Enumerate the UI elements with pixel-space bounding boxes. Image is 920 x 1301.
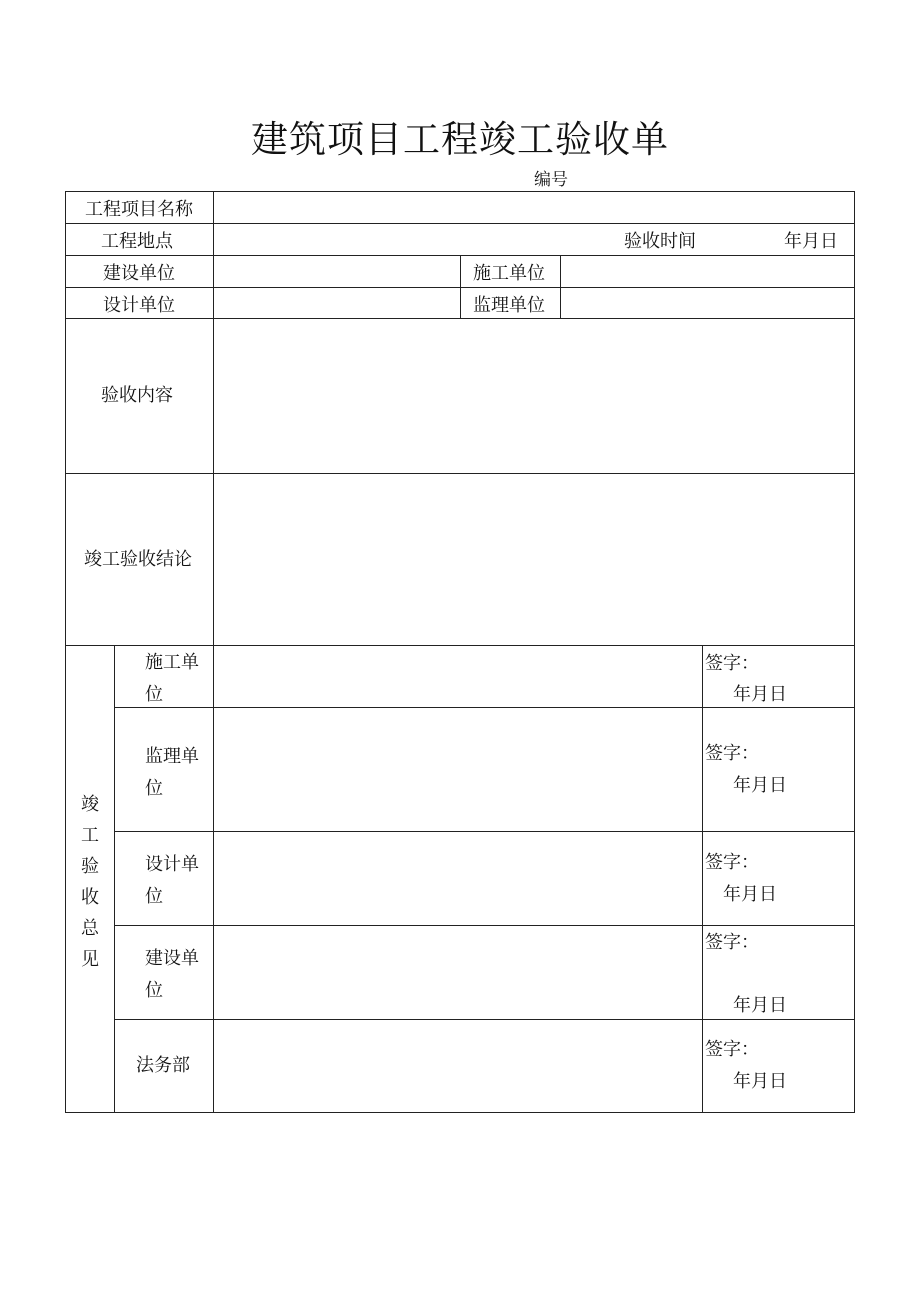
table-rule [65,191,66,1113]
opinion-unit-label: 监理单位 [145,746,199,799]
opinion-field[interactable] [215,927,701,1018]
signature-label[interactable]: 签字： [705,852,759,873]
acceptance-time-label: 验收时间 [624,231,696,252]
date-label[interactable]: 年月日 [733,995,787,1016]
signature-label[interactable]: 签字： [705,1039,759,1060]
construction-unit-label: 施工单位 [473,263,545,284]
acceptance-form-table [65,191,855,1113]
table-rule [702,645,703,1113]
opinion-unit-label: 设计单位 [145,854,199,907]
opinion-field[interactable] [215,709,701,830]
design-unit-field[interactable] [215,288,459,317]
project-location-field[interactable] [215,224,615,254]
table-rule [65,645,855,646]
owner-unit-field[interactable] [215,256,459,286]
date-label[interactable]: 年月日 [723,884,777,905]
table-rule [560,255,561,319]
opinion-field[interactable] [215,647,701,706]
opinion-field[interactable] [215,1021,701,1111]
supervision-unit-field[interactable] [562,288,853,317]
acceptance-date-suffix: 年月日 [784,231,838,252]
project-location-label: 工程地点 [101,231,173,252]
date-label[interactable]: 年月日 [733,775,787,796]
supervision-unit-label: 监理单位 [473,295,545,316]
project-name-field[interactable] [215,192,853,222]
project-name-label: 工程项目名称 [85,199,193,220]
page-title: 建筑项目工程竣工验收单 [251,118,669,161]
table-rule [460,255,461,319]
signature-label[interactable]: 签字： [705,932,759,953]
table-rule [114,1019,855,1020]
opinion-unit-label: 施工单位 [145,652,199,705]
completion-conclusion-label: 竣工验收结论 [84,549,192,570]
owner-unit-label: 建设单位 [103,263,175,284]
acceptance-content-field[interactable] [215,320,853,472]
completion-conclusion-field[interactable] [215,475,853,644]
design-unit-label: 设计单位 [103,295,175,316]
opinion-unit-label: 法务部 [136,1055,190,1076]
opinion-field[interactable] [215,833,701,924]
table-rule [213,191,214,1113]
table-rule [114,831,855,832]
table-rule [65,1112,855,1113]
signature-label[interactable]: 签字： [705,743,759,764]
acceptance-content-label: 验收内容 [101,385,173,406]
acceptance-opinion-group-label: 竣工验收总见 [81,794,99,970]
table-rule [854,191,855,1113]
construction-unit-field[interactable] [562,256,853,286]
table-rule [65,473,855,474]
table-rule [114,645,115,1113]
date-label[interactable]: 年月日 [733,1071,787,1092]
signature-label[interactable]: 签字： [705,653,759,674]
opinion-unit-label: 建设单位 [145,948,199,1001]
document-number-label: 编号 [534,170,568,190]
table-rule [114,925,855,926]
date-label[interactable]: 年月日 [733,684,787,705]
